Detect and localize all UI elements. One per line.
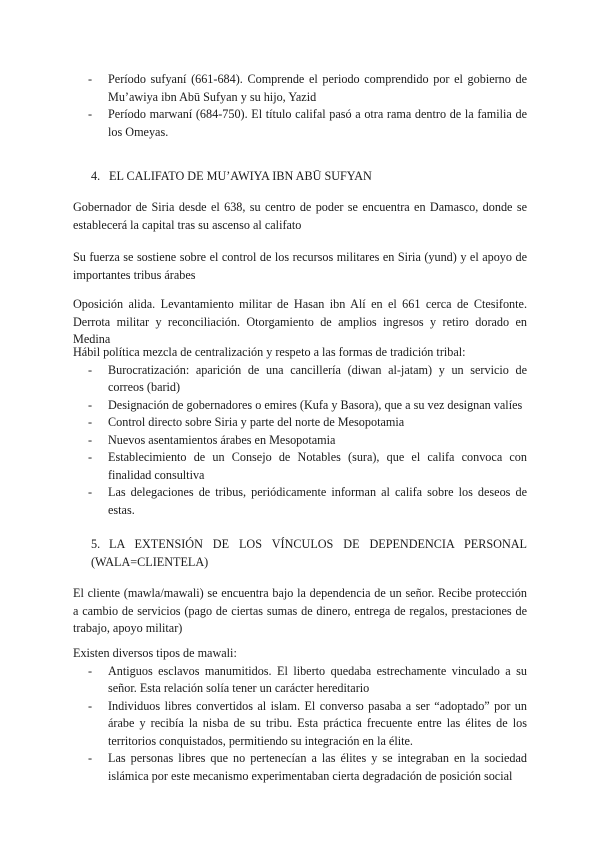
list-item: - Burocratización: aparición de una cancillería (diwan al-jatam) y un servicio de correos (barid) — [73, 362, 527, 397]
list-item: - Nuevos asentamientos árabes en Mesopotamia — [73, 432, 527, 450]
paragraph: Gobernador de Siria desde el 638, su centro de poder se encuentra en Damasco, donde se establecerá la capital tras su ascenso al califato — [73, 200, 527, 232]
list-item: - Designación de gobernadores o emires (Kufa y Basora), que a su vez designan valíes — [73, 397, 527, 415]
paragraph: Oposición alida. Levantamiento militar de Hasan ibn Alí en el 661 cerca de Ctesifonte. Derrota militar y reconciliación. Otorgamiento de amplios ingresos y retiro dorado en Medina — [73, 297, 527, 346]
paragraph: El cliente (mawla/mawali) se encuentra bajo la dependencia de un señor. Recibe protección a cambio de servicios (pago de ciertas sumas de dinero, entrega de regalos, prestaciones de trabajo, apoyo militar) — [73, 586, 527, 635]
list-item: - Antiguos esclavos manumitidos. El liberto quedaba estrechamente vinculado a su señor. Esta relación solía tener un carácter hereditario — [73, 663, 527, 698]
list-item: - Control directo sobre Siria y parte del norte de Mesopotamia — [73, 414, 527, 432]
section-4-para-2 — [73, 249, 527, 284]
list-item: - Período marwaní (684-750). El título califal pasó a otra rama dentro de la familia de los Omeyas. — [73, 106, 527, 141]
section-5-heading — [91, 536, 527, 571]
list-item: - Período sufyaní (661-684). Comprende el periodo comprendido por el gobierno de Mu’awiya ibn Abū Sufyan y su hijo, Yazid — [73, 71, 527, 106]
section-5-para-2 — [73, 645, 527, 785]
period-list-block — [73, 71, 527, 141]
list-item: - Las personas libres que no pertenecían a las élites y se integraban en la sociedad islámica por este mecanismo experimentaban cierta degradación de posición social — [73, 750, 527, 785]
list-item: - Las delegaciones de tribus, periódicamente informan al califa sobre los deseos de estas. — [73, 484, 527, 519]
policy-list — [73, 362, 527, 520]
section-title: LA EXTENSIÓN DE LOS VÍNCULOS DE DEPENDENCIA PERSONAL (WALA=CLIENTELA) — [91, 537, 527, 569]
list-item: - Individuos libres convertidos al islam. El converso pasaba a ser “adoptado” por un árabe y recibía la nisba de su tribu. Esta práctica frecuente entre las élites de los territorios conquistados, permitiendo su integración en la élite. — [73, 698, 527, 751]
section-4-para-4 — [73, 344, 527, 519]
section-number: 4. — [91, 169, 101, 183]
list-item: - Establecimiento de un Consejo de Notables (sura), que el califa convoca con finalidad consultiva — [73, 449, 527, 484]
section-5-para-1 — [73, 585, 527, 638]
section-number: 5. — [91, 537, 101, 551]
section-4-heading — [91, 168, 527, 186]
period-list — [73, 71, 527, 141]
paragraph: Hábil política mezcla de centralización y respeto a las formas de tradición tribal: — [73, 345, 466, 359]
paragraph: Su fuerza se sostiene sobre el control de los recursos militares en Siria (yund) y el apoyo de importantes tribus árabes — [73, 250, 527, 282]
section-4-para-1 — [73, 199, 527, 234]
paragraph: Existen diversos tipos de mawali: — [73, 646, 237, 660]
section-4-para-3 — [73, 296, 527, 349]
mawali-list — [73, 663, 527, 786]
section-title: EL CALIFATO DE MU’AWIYA IBN ABŪ SUFYAN — [109, 169, 372, 183]
